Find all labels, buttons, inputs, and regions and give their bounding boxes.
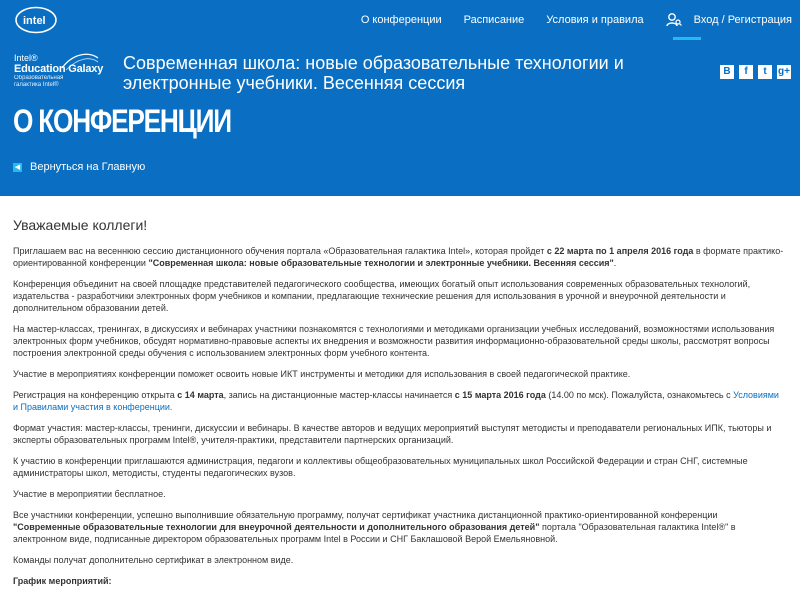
top-nav-bar <box>0 0 800 40</box>
paragraph-format: Формат участия: мастер-классы, тренинги, дискуссии и вебинары. В качестве авторов и ведущих мероприятий выступят методисты и преподаватели региональных ИПК, тьюторы и эксперты образовательных программ Intel®, учителя-практики, представители партнерских организаций. <box>13 423 772 445</box>
nav-rules[interactable]: Условия и правила <box>546 14 644 26</box>
register-link[interactable]: Регистрация <box>727 14 792 26</box>
google-plus-icon[interactable]: g+ <box>778 66 790 77</box>
auth-separator: / <box>718 14 728 26</box>
paragraph-masterclasses: На мастер-классах, тренингах, в дискуссиях и вебинарах участники познакомятся с технологиями и методиками организации учебных исследований, возможностями использования электронных форм учебников, обсудят нормативно-правовые аспекты их внедрения и возможности развития информационно-образовательной среды школы, рассмотрят вопросы построения электронной среды обучения с использованием электронных форм учебного контента. <box>13 324 775 358</box>
facebook-icon[interactable]: f <box>739 65 753 79</box>
chevron-left-icon: ◀ <box>14 163 21 171</box>
main-nav <box>361 0 800 40</box>
social-links <box>715 65 791 79</box>
brand-line-3: Образовательная <box>14 75 64 81</box>
brand-line-4: галактика Intel® <box>14 82 59 88</box>
hero-title: Современная школа: новые образовательные технологии и электронные учебники. Весенняя сессия <box>123 53 624 93</box>
auth-links <box>694 14 792 26</box>
back-to-home-link[interactable] <box>13 161 145 173</box>
vk-icon[interactable]: В <box>720 65 734 79</box>
paragraph-invitation: Приглашаем вас на весеннюю сессию дистанционного обучения портала «Образовательная галактика Intel», которая пройдет с 22 марта по 1 апреля 2016 года в формате практико-ориентированной конференции "Современная школа: новые образовательные технологии и электронные учебники. Весенняя сессия". <box>13 246 784 268</box>
hero-banner <box>0 40 800 196</box>
schedule-heading: График мероприятий: <box>13 576 112 586</box>
greeting: Уважаемые коллеги! <box>13 217 148 233</box>
paragraph-participants: Конференция объединит на своей площадке представителей педагогического сообщества, имеющих богатый опыт использования современных образовательных технологий, издательства - разработчики электронных форм учебников и компании, предлагающие технические решения для использования в урочной и внеурочной деятельности и дополнительном образовании детей. <box>13 279 751 313</box>
paragraph-registration: Регистрация на конференцию открыта с 14 марта, запись на дистанционные мастер-классы начинается с 15 марта 2016 года (14.00 по мск). Пожалуйста, ознакомьтесь с Условиями и Правилами участия в конференции. <box>13 390 779 412</box>
paragraph-invited: К участию в конференции приглашаются администрация, педагоги и коллективы общеобразовательных муниципальных школ Российской Федерации и стран СНГ, системные администраторы школ, методисты, студенты педагогических вузов. <box>13 456 748 478</box>
intel-logo-text: intel <box>23 15 46 27</box>
paragraph-teams: Команды получат дополнительно сертификат в электронном виде. <box>13 555 294 565</box>
galaxy-swoosh-icon <box>60 50 100 72</box>
paragraph-certificate: Все участники конференции, успешно выполнившие обязательную программу, получат сертификат участника дистанционной практико-ориентированной конференции "Современные образовательные технологии для внеурочной деятельности и дополнительного образования детей" портала "Образовательная галактика Intel®" в электронном виде, подписанные директором образовательных программ Intel в России и СНГ Баклашовой Верой Емельяновной. <box>13 510 736 544</box>
brand-line-1: Intel® <box>14 53 38 63</box>
intel-logo[interactable] <box>14 5 58 35</box>
paragraph-benefits: Участие в мероприятиях конференции поможет освоить новые ИКТ инструменты и методики для использования в своей педагогической практике. <box>13 369 631 379</box>
twitter-icon[interactable]: t <box>758 65 772 79</box>
back-label: Вернуться на Главную <box>30 161 146 173</box>
user-search-icon[interactable] <box>666 12 682 28</box>
page-heading: О КОНФЕРЕНЦИИ <box>13 103 231 139</box>
brand-line-2: Education Galaxy <box>14 63 104 75</box>
rules-link[interactable]: Условиями и Правилами участия в конференции. <box>13 390 779 412</box>
main-content <box>13 219 785 587</box>
nav-schedule[interactable]: Расписание <box>463 14 525 26</box>
login-link[interactable]: Вход <box>693 14 719 26</box>
paragraph-free: Участие в мероприятии бесплатное. <box>13 489 166 499</box>
nav-about[interactable]: О конференции <box>360 14 442 26</box>
